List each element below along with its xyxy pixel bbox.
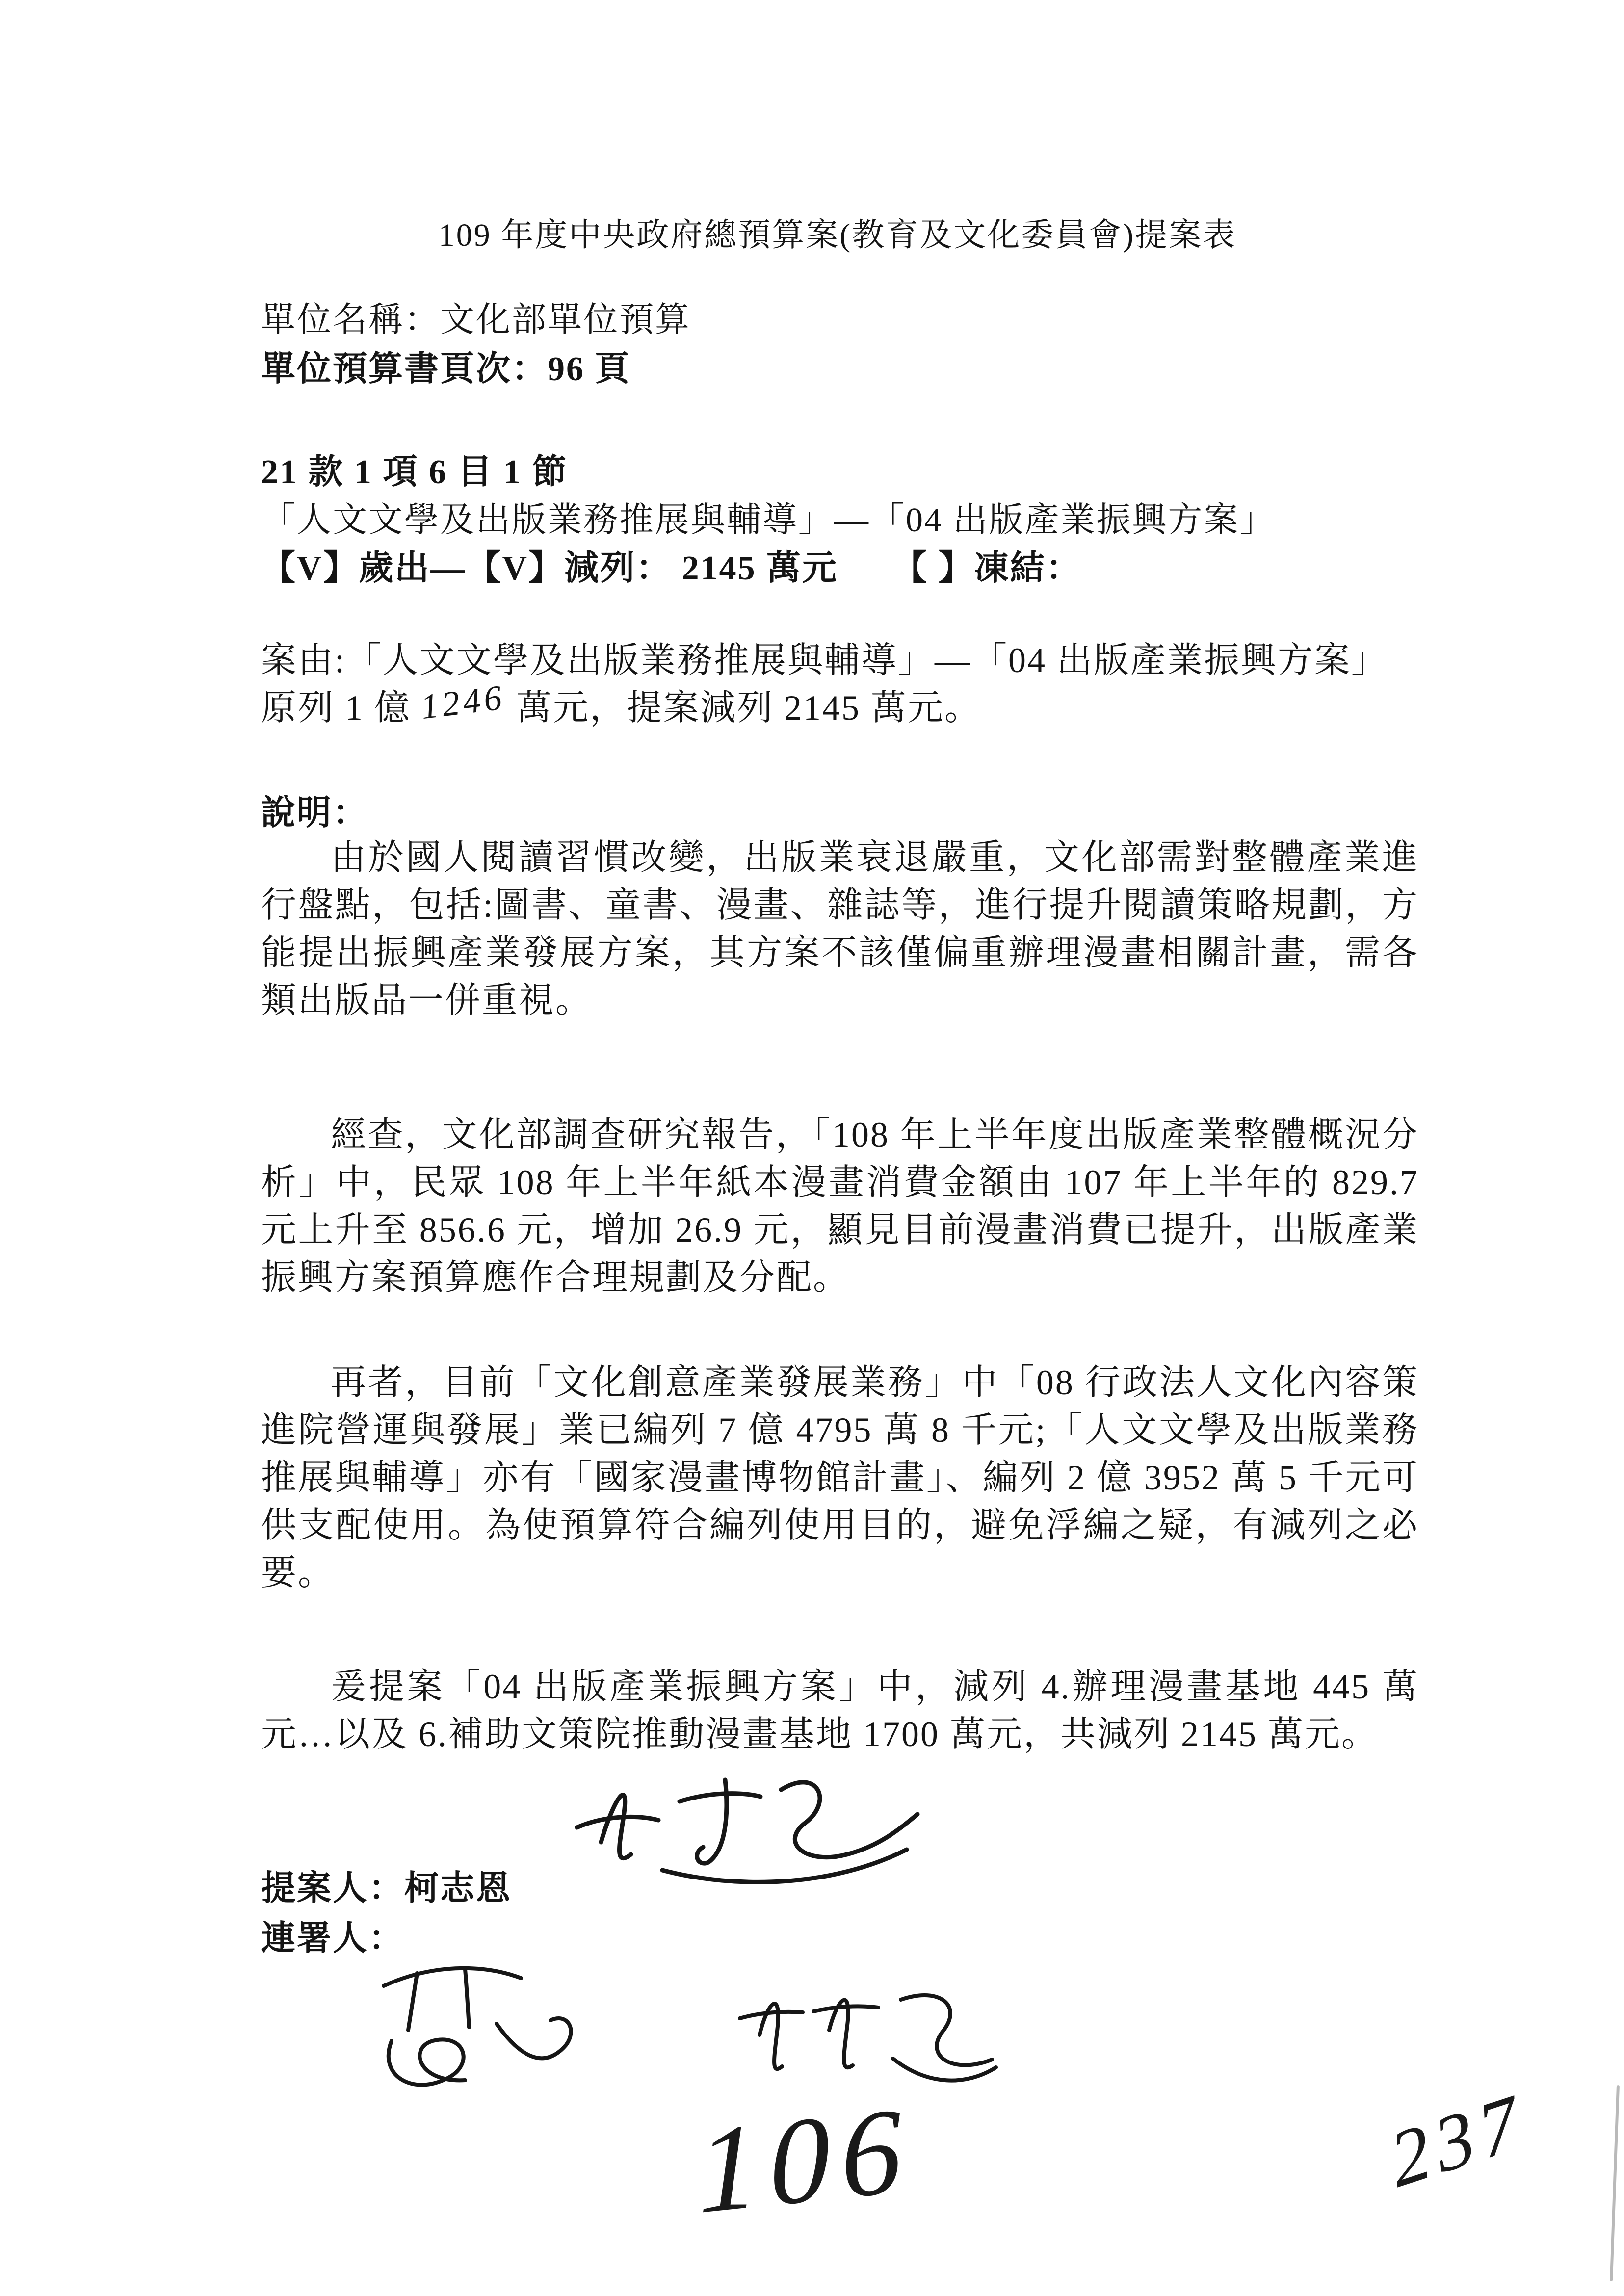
unit-name-line: 單位名稱：文化部單位預算 xyxy=(261,301,691,339)
explanation-paragraph-1: 由於國人閱讀習慣改變，出版業衰退嚴重，文化部需對整體產業進行盤點，包括:圖書、童書、漫畫、雜誌等，進行提升閱讀策略規劃，方能提出振興產業發展方案，其方案不該僅偏重辦理漫畫相關計畫，需各類出版品一併重視。 xyxy=(261,838,1419,1020)
handwritten-amount-correction: 1246 xyxy=(419,677,507,727)
explanation-paragraph-2: 經查，文化部調查研究報告，「108 年上半年度出版產業整體概況分析」中，民眾 108 年上半年紙本漫畫消費金額由 107 年上半年的 829.7 元上升至 856.6 元，增加 26.9 元，顯見目前漫畫消費已提升，出版產業振興方案預算應作合理規劃及分配。 xyxy=(261,1115,1419,1297)
budget-section-line: 21 款 1 項 6 目 1 節 xyxy=(261,453,568,491)
program-subject-line: 「人文文學及出版業務推展與輔導」—「04 出版產業振興方案」 xyxy=(261,501,1276,539)
explanation-label: 說明： xyxy=(261,794,368,832)
case-paragraph xyxy=(261,637,1419,732)
handwritten-corner-number-237: 237 xyxy=(1383,2075,1533,2205)
budget-page-ref-line: 單位預算書頁次：96 頁 xyxy=(261,350,631,388)
cosigner-line: 連署人： xyxy=(261,1920,404,1957)
proposer-line: 提案人：柯志恩 xyxy=(261,1870,512,1907)
case-text-line2-pre: 原列 1 億 xyxy=(261,688,422,728)
explanation-paragraph-4: 爰提案「04 出版產業振興方案」中，減列 4.辦理漫畫基地 445 萬元…以及 6.補助文策院推動漫畫基地 1700 萬元，共減列 2145 萬元。 xyxy=(261,1667,1419,1754)
case-text-line1: 案由:「人文文學及出版業務推展與輔導」—「04 出版產業振興方案」 xyxy=(261,641,1388,680)
proposer-signature-scribble xyxy=(554,1737,927,1904)
scan-edge-artifact xyxy=(1610,2085,1620,2281)
action-checkbox-line: 【V】歲出—【V】減列： 2145 萬元 【 】凍結： xyxy=(261,549,1082,587)
cosigner-signature-1-scribble xyxy=(348,1938,589,2105)
document-title: 109 年度中央政府總預算案(教育及文化委員會)提案表 xyxy=(438,217,1237,253)
case-text-line2-post: 萬元，提案減列 2145 萬元。 xyxy=(506,688,982,728)
cosigner-signature-2-scribble xyxy=(721,1953,1001,2105)
handwritten-number-106: 106 xyxy=(695,2081,915,2240)
explanation-paragraph-3: 再者，目前「文化創意產業發展業務」中「08 行政法人文化內容策進院營運與發展」業已編列 7 億 4795 萬 8 千元;「人文文學及出版業務推展與輔導」亦有「國家漫畫博物館計畫」、編列 2 億 3952 萬 5 千元可供支配使用。為使預算符合編列使用目的，避免浮編之疑，有減列之必要。 xyxy=(261,1363,1419,1592)
